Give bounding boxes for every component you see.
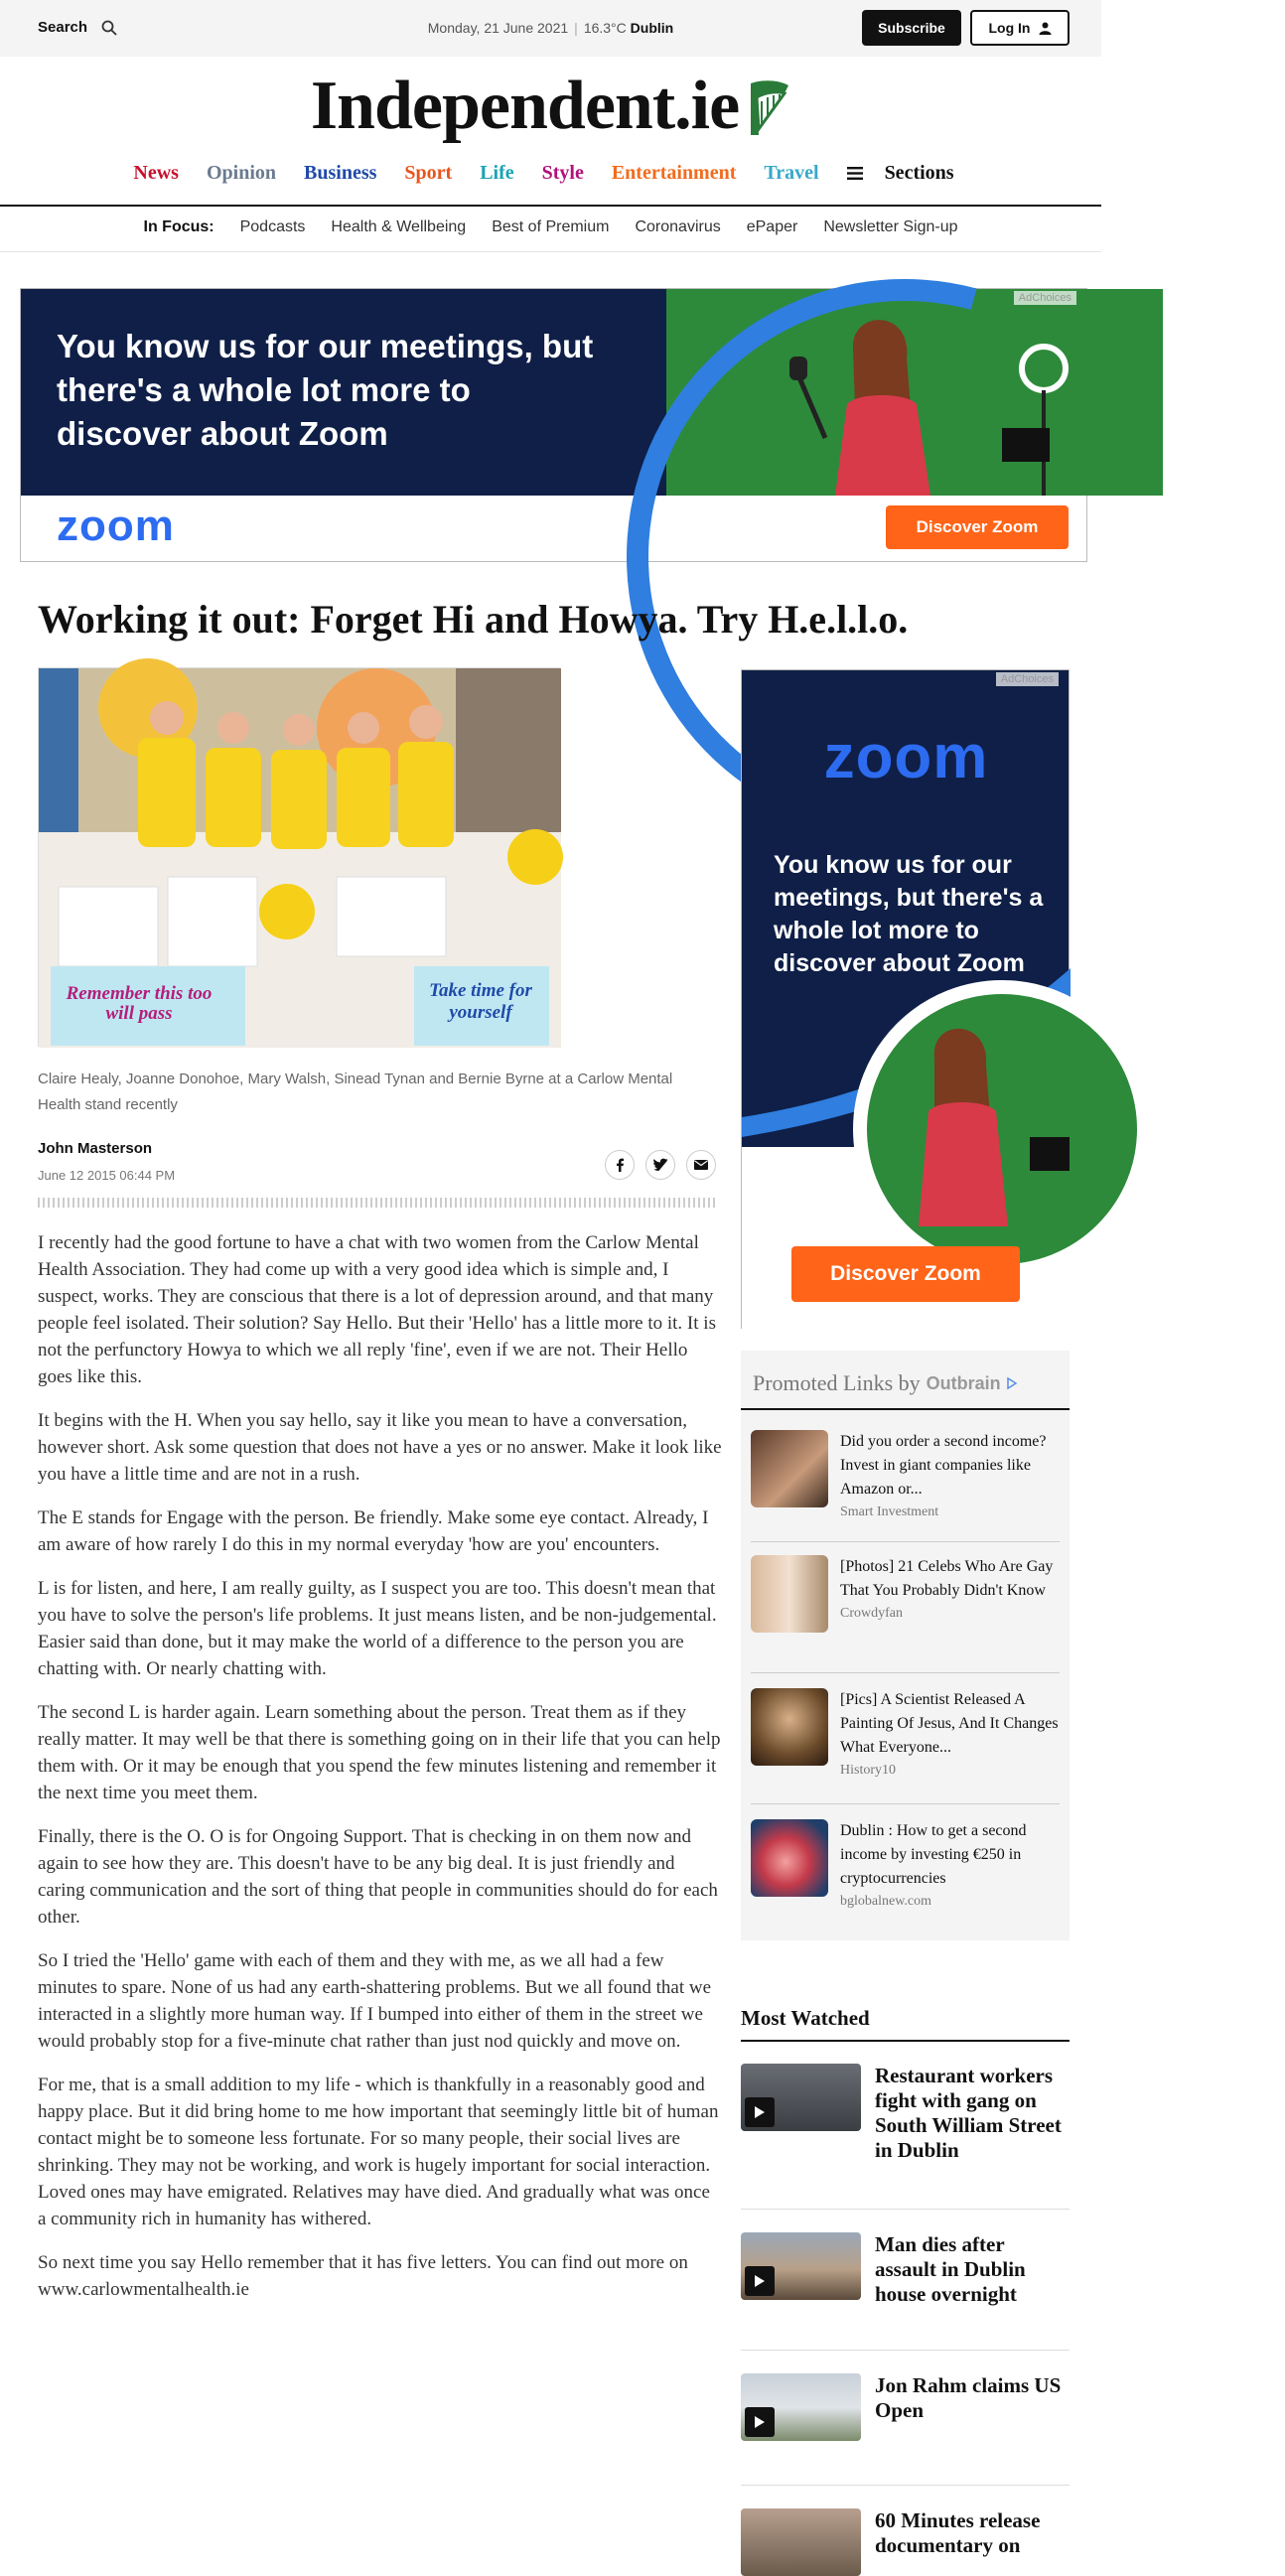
publish-date: June 12 2015 06:44 PM xyxy=(38,1168,176,1183)
location: Dublin xyxy=(630,20,674,36)
side-ad-text: You know us for our meetings, but there's a whole lot more to discover about Zoom xyxy=(774,851,1044,977)
video-thumb xyxy=(741,2508,861,2576)
nav-entertainment[interactable]: Entertainment xyxy=(611,162,737,184)
most-watched-item[interactable] xyxy=(741,2373,1070,2453)
nav-divider xyxy=(0,205,1101,207)
login-button[interactable] xyxy=(970,10,1070,46)
hamburger-icon xyxy=(847,167,863,180)
top-ad-banner[interactable] xyxy=(20,288,1087,562)
promoted-links xyxy=(741,1351,1070,1940)
nav-travel[interactable]: Travel xyxy=(764,162,819,184)
share-email-button[interactable] xyxy=(686,1150,716,1180)
facebook-icon xyxy=(614,1158,626,1172)
promoted-item-source: Smart Investment xyxy=(840,1504,939,1519)
promoted-thumb xyxy=(751,1430,828,1507)
twitter-icon xyxy=(653,1159,667,1171)
promoted-title xyxy=(753,1370,1017,1396)
article-paragraph: The E stands for Engage with the person. Be friendly. Make some eye contact. Already, I am aware of how rarely I do this in my normal everyday 'how are you' encounters. xyxy=(38,1507,709,1555)
article-hero-image[interactable] xyxy=(38,667,560,1047)
focus-premium[interactable]: Best of Premium xyxy=(492,218,610,235)
in-focus-label: In Focus: xyxy=(143,218,214,235)
discover-zoom-button[interactable]: Discover Zoom xyxy=(791,1246,1020,1302)
article-paragraph: The second L is harder again. Learn something about the person. Treat them as if they really matter. It may well be that there is something going on in their life that you can help them with. Or it may be enough that you spend the few minutes listening and remember it the next time you meet them. xyxy=(38,1702,721,1803)
hero-sign-left: Remember this too will pass xyxy=(66,983,213,1024)
adchoices-label[interactable]: AdChoices xyxy=(996,672,1059,686)
article-paragraph: I recently had the good fortune to have a chat with two women from the Carlow Mental Health Association. They had come up with a very good idea which is simple and, I suspect, works. They are conscious that there is a lot of depression around, and that many people feel isolated. Their solution? Say Hello. But their 'Hello' has a little more to it. It is not the perfunctory Howya to which we all reply 'fine', even if we are not. Their Hello goes like this. xyxy=(38,1232,716,1387)
promoted-divider xyxy=(741,1408,1070,1410)
ad-banner-image xyxy=(21,289,1086,496)
most-watched-divider-line xyxy=(741,2485,1070,2486)
nav-style[interactable]: Style xyxy=(541,162,584,184)
share-facebook-button[interactable] xyxy=(605,1150,635,1180)
byline-divider xyxy=(38,1198,717,1208)
side-ad[interactable] xyxy=(741,669,1070,1329)
harp-icon xyxy=(745,79,790,139)
promoted-item[interactable] xyxy=(751,1555,1060,1633)
nav-opinion[interactable]: Opinion xyxy=(206,162,277,184)
video-title: Jon Rahm claims US Open xyxy=(875,2373,1062,2422)
author-name[interactable]: John Masterson xyxy=(38,1140,153,1157)
play-icon xyxy=(745,2266,775,2296)
article-paragraph: It begins with the H. When you say hello, say it like you mean to have a conversation, however short. Ask some question that does not have a yes or no answer. Make it look like you have a little time and are not in a rush. xyxy=(38,1410,722,1485)
outbrain-logo[interactable]: Outbrain xyxy=(926,1372,1001,1393)
video-title: 60 Minutes release documentary on xyxy=(875,2508,1041,2557)
email-icon xyxy=(694,1160,708,1170)
share-twitter-button[interactable] xyxy=(645,1150,675,1180)
promoted-item-source: bglobalnew.com xyxy=(840,1894,932,1909)
promoted-item-source: History10 xyxy=(840,1763,896,1778)
logo-text: Independent.ie xyxy=(310,68,740,144)
image-caption: Claire Healy, Joanne Donohoe, Mary Walsh, Sinead Tynan and Bernie Byrne at a Carlow Mental Health stand recently xyxy=(38,1071,673,1113)
promoted-title-text: Promoted Links by xyxy=(753,1370,921,1395)
article-body xyxy=(38,1229,723,2320)
login-label: Log In xyxy=(988,20,1031,36)
article-paragraph: Finally, there is the O. O is for Ongoing Support. That is checking in on them now and again to see how they are. This doesn't have to be any big deal. It is just friendly and caring communication and the sort of thing that people in communities should do for each other. xyxy=(38,1826,718,1928)
search-label: Search xyxy=(38,19,88,36)
play-icon xyxy=(745,2407,775,2437)
top-utility-bar xyxy=(0,0,1101,57)
article-paragraph: For me, that is a small addition to my life - which is thankfully in a reasonably good and happy place. But it did bring home to me how important that seemingly little bit of human contact might be to someone less fortunate. For so many people, their social lives are shrinking. They may not be working, and work is hugely important for social interaction. Loved ones may have emigrated. Relatives may have died. And gradually what was once a community rich in humanity has withered. xyxy=(38,2075,719,2229)
video-title: Restaurant workers fight with gang on South William Street in Dublin xyxy=(875,2064,1062,2162)
temperature: 16.3°C xyxy=(583,20,627,36)
discover-zoom-button[interactable]: Discover Zoom xyxy=(886,505,1069,549)
info-icon[interactable] xyxy=(1007,1377,1017,1389)
user-icon xyxy=(1039,22,1052,35)
side-ad-person-illustration xyxy=(891,1008,1071,1226)
article-paragraph: So next time you say Hello remember that it has five letters. You can find out more on www.carlowmentalhealth.ie xyxy=(38,2252,688,2300)
current-date: Monday, 21 June 2021 xyxy=(427,20,569,36)
zoom-logo: zoom xyxy=(57,501,175,550)
adchoices-label[interactable]: AdChoices xyxy=(1014,291,1076,305)
promoted-divider-line xyxy=(751,1803,1060,1804)
promoted-divider-line xyxy=(751,1672,1060,1673)
nav-news[interactable]: News xyxy=(133,162,179,184)
article-paragraph: L is for listen, and here, I am really guilty, as I suspect you are too. This doesn't mean that you have to solve the person's life problems. It just means listen, and be non-judgemental. Easier said than done, but it may make the world of a difference to the person you are chatting with. Or nearly chatting with. xyxy=(38,1578,717,1679)
article-paragraph: So I tried the 'Hello' game with each of them and they with me, as we all had a few minutes to spare. None of us had any earth-shattering problems. But we all found that we interacted in a slightly more human way. If I bumped into either of them in the street we would probably stop for a five-minute chat rather than just nod quickly and move on. xyxy=(38,1950,712,2052)
nav-life[interactable]: Life xyxy=(480,162,514,184)
promoted-divider-line xyxy=(751,1541,1060,1542)
video-thumb xyxy=(741,2232,861,2300)
main-nav xyxy=(0,162,1101,185)
most-watched-item[interactable] xyxy=(741,2064,1070,2173)
zoom-logo: zoom xyxy=(823,723,989,791)
nav-business[interactable]: Business xyxy=(304,162,377,184)
most-watched-item[interactable] xyxy=(741,2508,1070,2557)
site-logo[interactable] xyxy=(0,62,1101,151)
promoted-thumb xyxy=(751,1819,828,1897)
sections-label: Sections xyxy=(884,162,954,184)
focus-epaper[interactable]: ePaper xyxy=(746,218,798,235)
nav-sport[interactable]: Sport xyxy=(404,162,453,184)
promoted-item[interactable] xyxy=(751,1430,1060,1523)
promoted-item-source: Crowdyfan xyxy=(840,1606,903,1621)
play-icon xyxy=(745,2097,775,2127)
most-watched-divider-line xyxy=(741,2350,1070,2351)
promoted-item[interactable] xyxy=(751,1688,1060,1782)
most-watched-divider xyxy=(741,2040,1070,2042)
promoted-item-title: [Photos] 21 Celebs Who Are Gay That You Probably Didn't Know xyxy=(840,1558,1054,1599)
promoted-item-title: Dublin : How to get a second income by investing €250 in cryptocurrencies xyxy=(840,1822,1027,1887)
most-watched-item[interactable] xyxy=(741,2232,1070,2322)
subscribe-button[interactable]: Subscribe xyxy=(862,10,961,46)
focus-podcasts[interactable]: Podcasts xyxy=(239,218,306,235)
nav-sections[interactable] xyxy=(847,162,968,185)
video-thumb xyxy=(741,2373,861,2441)
focus-coronavirus[interactable]: Coronavirus xyxy=(635,218,721,235)
video-thumb xyxy=(741,2064,861,2131)
most-watched-title: Most Watched xyxy=(741,2006,870,2030)
ad-person-illustration xyxy=(795,309,1073,496)
promoted-thumb xyxy=(751,1688,828,1766)
video-title: Man dies after assault in Dublin house overnight xyxy=(875,2232,1026,2306)
ad-headline: You know us for our meetings, but there's a whole lot more to discover about Zoom xyxy=(57,328,594,452)
promoted-thumb xyxy=(751,1555,828,1633)
promoted-item-title: [Pics] A Scientist Released A Painting Of Jesus, And It Changes What Everyone... xyxy=(840,1691,1059,1756)
most-watched-divider-line xyxy=(741,2209,1070,2210)
focus-divider xyxy=(0,251,1101,252)
hero-sign-right: Take time for yourself xyxy=(429,980,532,1023)
promoted-item[interactable] xyxy=(751,1819,1060,1913)
focus-newsletter[interactable]: Newsletter Sign-up xyxy=(823,218,958,235)
focus-health[interactable]: Health & Wellbeing xyxy=(331,218,467,235)
date-weather: Monday, 21 June 2021 | 16.3°C Dublin xyxy=(427,20,674,36)
in-focus-bar xyxy=(0,218,1101,236)
promoted-item-title: Did you order a second income? Invest in giant companies like Amazon or... xyxy=(840,1433,1047,1498)
article-headline: Working it out: Forget Hi and Howya. Try H.e.l.l.o. xyxy=(38,597,909,642)
